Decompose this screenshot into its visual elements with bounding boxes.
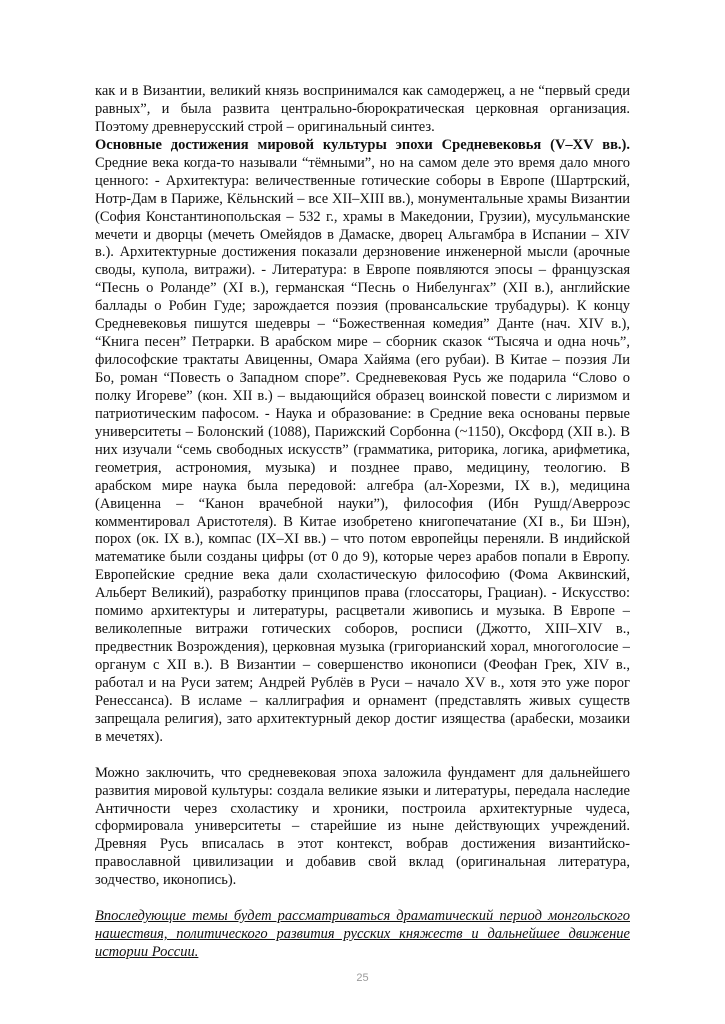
text-line: сформировала университеты – старейшие из ныне действующих учреждений. (95, 818, 630, 835)
text-line: работал и на Руси затем; Андрей Рублёв в Руси – начало XV в., хотя это уже порог (95, 674, 630, 691)
section-heading: Основные достижения мировой культуры эпохи Средневековья (V–XV вв.). (95, 136, 630, 153)
text-line: помимо архитектуры и литературы, расцветали живопись и музыка. В Европе – (95, 603, 630, 620)
text-line: Ренессанса). В исламе – каллиграфия и орнамент (представлять живых существ (95, 692, 630, 709)
text-line: органум с XII в.). В Византии – совершенство иконописи (Феофан Грек, XIV в., (95, 657, 630, 673)
text-line: Нотр-Дам в Париже, Кёльнский – все XII–XIII вв.), монументальные храмы Византии (95, 190, 630, 207)
text-line: православной цивилизации и добавив свой вклад (оригинальная литература, (95, 854, 630, 871)
text-line: патриотическим пафосом. - Наука и образование: в Средние века основаны первые (95, 405, 630, 422)
text-line: порох (ок. IX в.), компас (IX–XI вв.) – что потом европейцы переняли. В индийской (95, 531, 630, 548)
text-line: них изучали “семь свободных искусств” (грамматика, риторика, логика, арифметика, (95, 441, 630, 458)
page-number: 25 (356, 972, 369, 984)
text-line: своды, купола, витражи). - Литература: в Европе появляются эпосы – французская (95, 262, 630, 279)
text-line: Средние века когда-то называли “тёмными”, но на самом деле это время дало много (95, 154, 630, 171)
text-line: истории России. (95, 944, 199, 960)
paragraph-conclusion (95, 765, 630, 891)
text-line: нашествия, политического развития русских княжеств и дальнейшее движение (95, 926, 630, 943)
text-line: зодчество, иконопись). (95, 872, 237, 889)
body-text (95, 83, 630, 962)
text-line: развития мировой культуры: создала великие языки и литературы, передала наследие (95, 782, 630, 799)
text-line: (Авиценна – “Канон врачебной науки”), философия (Ибн Рушд/Аверроэс (95, 495, 630, 512)
text-line: как и в Византии, великий князь воспринимался как самодержец, а не “первый среди (95, 83, 630, 99)
text-line: ценного: - Архитектура: величественные готические соборы в Европе (Шартрский, (95, 172, 630, 189)
text-line: философские трактаты Авиценны, Омара Хайяма (его рубаи). В Китае – поэзия Ли (95, 352, 630, 369)
text-line: Средневековья пишутся шедевры – “Божественная комедия” Данте (нач. XIV в.), (95, 316, 630, 333)
text-line: “Книга песен” Петрарки. В арабском мире – сборник сказок “Тысяча и одна ночь”, (95, 334, 630, 351)
text-line: Поэтому древнерусский строй – оригинальный синтез. (95, 118, 435, 135)
text-line: Бо, роман “Повесть о Западном споре”. Средневековая Русь же подарила “Слово о (95, 370, 630, 386)
text-line: Европейские средние века дали схоластическую философию (Фома Аквинский, (95, 567, 630, 584)
paragraph-gap (95, 747, 630, 765)
text-line: комментировал Аристотеля). В Китае изобретено книгопечатание (XI в., Би Шэн), (95, 513, 630, 530)
text-line: Античности через схоластику и хроники, построила архитектурные чудеса, (95, 800, 630, 817)
paragraph-achievements (95, 137, 630, 747)
paragraph-intro (95, 83, 630, 137)
paragraph-next-topics (95, 908, 630, 962)
text-line: баллады о Робин Гуде; зарождается поэзия (провансальские трубадуры). К концу (95, 298, 630, 315)
text-line: равных”, и была развита центрально-бюрократическая церковная организация. (95, 100, 630, 117)
text-line: мечети и дворцы (мечеть Омейядов в Дамаске, дворец Альгамбра в Испании – XIV (95, 226, 630, 243)
text-line: геометрия, астрономия, музыка) и позднее право, медицину, теологию. В (95, 459, 630, 476)
text-line: предвестник Возрождения), церковная музыка (григорианский хорал, многоголосие – (95, 639, 630, 656)
text-line: полку Игореве” (кон. XII в.) – выдающийся образец воинской повести с лиризмом и (95, 387, 630, 404)
text-line: в.). Архитектурные достижения показали дерзновение инженерной мысли (арочные (95, 244, 630, 261)
text-line: (София Константинопольская – 532 г., храмы в Македонии, Грузии), мусульманские (95, 208, 630, 225)
text-line: математике были созданы цифры (от 0 до 9), которые через арабов попали в Европу. (95, 549, 630, 566)
text-line: университеты – Болонский (1088), Парижский Сорбонна (~1150), Оксфорд (XII в.). В (95, 423, 630, 440)
text-line: Древняя Русь вписалась в этот контекст, вобрав достижения византийско- (95, 836, 630, 853)
text-line: запрещала религия), зато архитектурный декор достиг изящества (арабески, мозаики (95, 710, 630, 727)
paragraph-gap (95, 890, 630, 908)
text-line: Можно заключить, что средневековая эпоха заложила фундамент для дальнейшего (95, 764, 630, 781)
text-line: в мечетях). (95, 728, 163, 745)
text-line: арабском мире наука была передовой: алгебра (ал-Хорезми, IX в.), медицина (95, 477, 630, 494)
text-line: Альберт Великий), разработку принципов права (глоссаторы, Грациан). - Искусство: (95, 585, 630, 602)
text-line: великолепные витражи готических соборов, росписи (Джотто, XIII–XIV в., (95, 621, 630, 638)
text-line: Впоследующие темы будет рассматриваться драматический период монгольского (95, 908, 630, 925)
text-line: “Песнь о Роланде” (XI в.), германская “Песнь о Нибелунгах” (XII в.), английские (95, 280, 630, 297)
